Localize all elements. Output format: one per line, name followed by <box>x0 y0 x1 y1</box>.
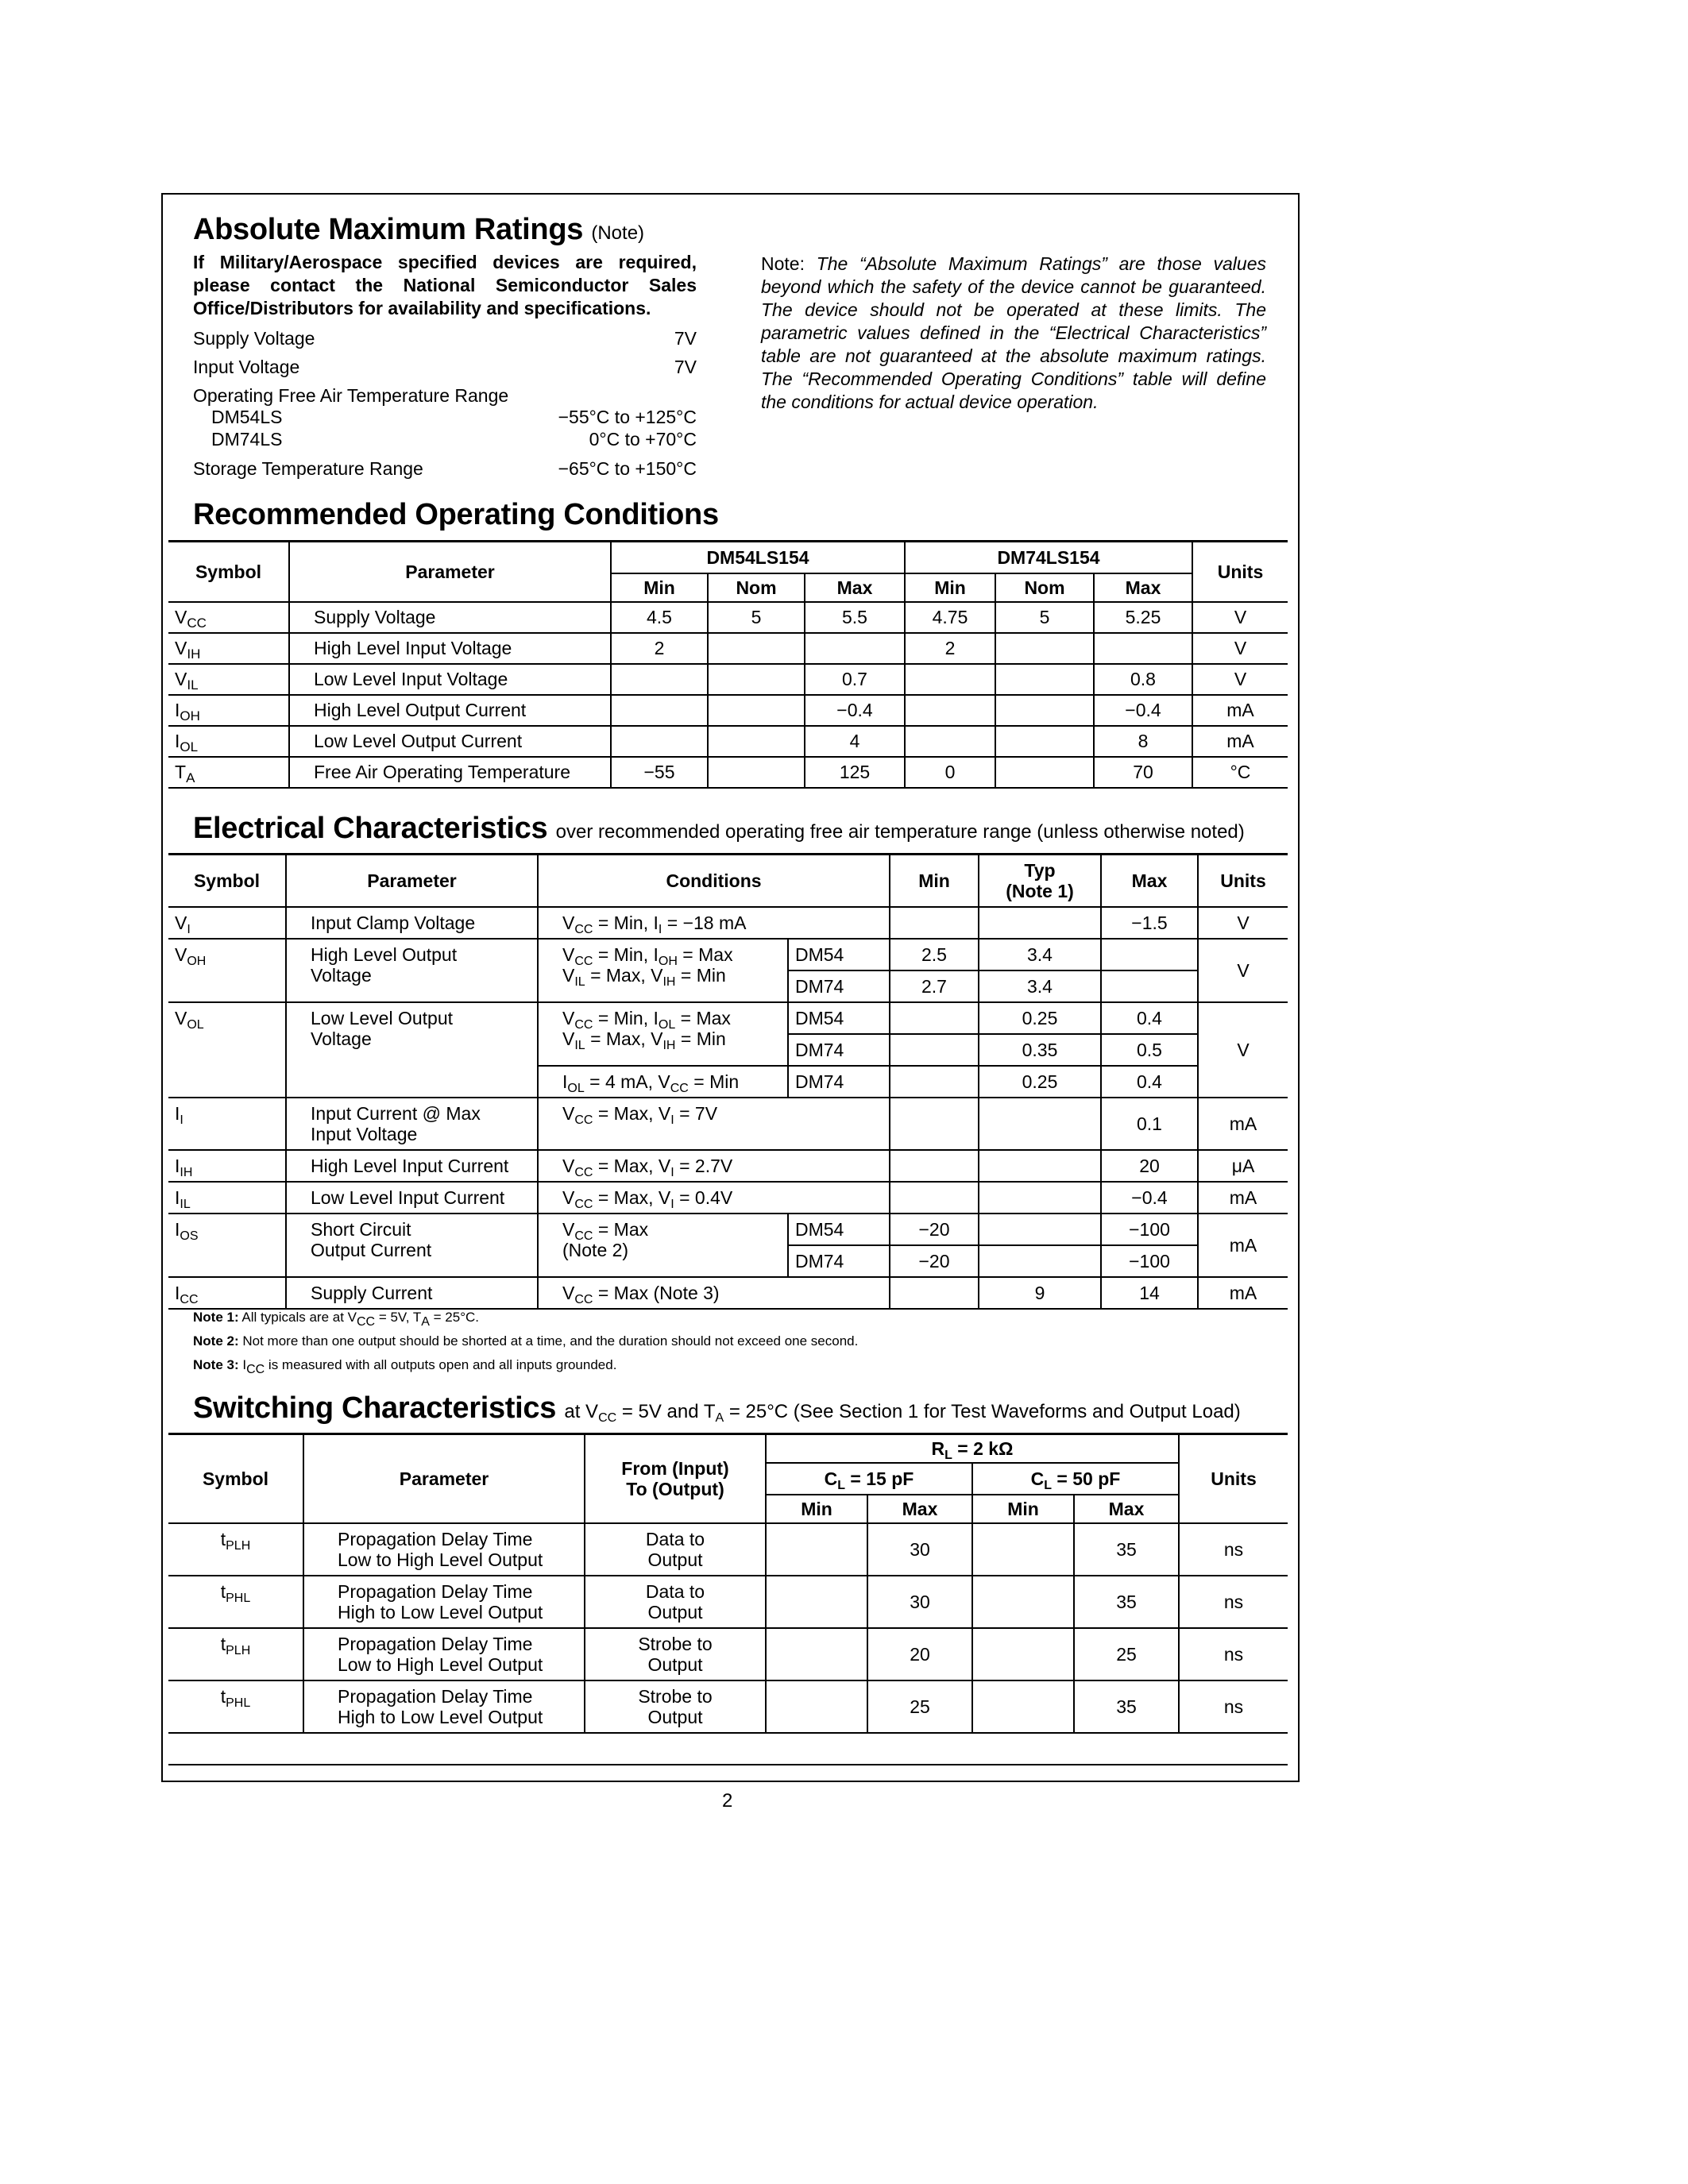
table-row <box>168 939 1288 970</box>
amr-dm74-value: 0°C to +70°C <box>589 429 697 450</box>
ec-min <box>890 1182 979 1214</box>
sc-symbol: $t_{PLH}$ <box>168 1628 303 1680</box>
sc-parameter: Propagation Delay Time Low to High Level Output <box>303 1628 585 1680</box>
sc-header-min: Min <box>972 1495 1074 1523</box>
sc-symbol: $t_{PLH}$ <box>168 1523 303 1576</box>
sc-min <box>766 1576 867 1628</box>
ec-symbol: $I_{IL}$ <box>168 1182 286 1214</box>
roc-header-parameter: Parameter <box>289 542 611 602</box>
sc-min <box>766 1680 867 1733</box>
sc-header-min: Min <box>766 1495 867 1523</box>
ec-typ <box>979 907 1101 939</box>
ec-min <box>890 1034 979 1066</box>
amr-supply-row <box>193 328 697 349</box>
ec-header-typ: Typ (Note 1) <box>979 855 1101 907</box>
sc-units: ns <box>1179 1628 1288 1680</box>
roc-cell <box>708 695 805 726</box>
roc-symbol: $I_{OH}$ <box>168 695 289 726</box>
roc-parameter: High Level Output Current <box>289 695 611 726</box>
sc-spacer <box>766 1733 867 1765</box>
ec-units: mA <box>1198 1277 1288 1309</box>
ec-max: 0.4 <box>1101 1002 1198 1034</box>
page-number: 2 <box>722 1790 733 1812</box>
roc-cell <box>995 695 1094 726</box>
sc-header-cl15: $C_L = 15$ pF <box>766 1463 972 1495</box>
roc-cell: 70 <box>1094 757 1192 788</box>
ec-symbol: $V_{OH}$ <box>168 939 286 1002</box>
roc-units: mA <box>1192 695 1288 726</box>
ec-device: DM74 <box>788 1245 890 1277</box>
roc-header-dm54: DM54LS154 <box>611 542 905 573</box>
amr-storage-label: Storage Temperature Range <box>193 458 423 479</box>
roc-cell <box>708 633 805 664</box>
ec-min <box>890 1002 979 1034</box>
sc-header-symbol: Symbol <box>168 1434 303 1523</box>
sc-header-max: Max <box>867 1495 972 1523</box>
table-row <box>168 907 1288 939</box>
ec-typ: 3.4 <box>979 939 1101 970</box>
sc-min <box>972 1628 1074 1680</box>
ec-conditions: $V_{CC}$ = Max, $V_I = 7V$ <box>538 1098 890 1150</box>
sc-symbol: $t_{PHL}$ <box>168 1680 303 1733</box>
roc-cell: 2 <box>905 633 995 664</box>
roc-cell <box>708 664 805 695</box>
ec-max: 0.5 <box>1101 1034 1198 1066</box>
ec-conditions: $V_{CC}$ = Min, $I_{OL}$ = Max $V_{IL}$ = Max, $V_{IH}$ = Min <box>538 1002 788 1066</box>
roc-cell: 8 <box>1094 726 1192 757</box>
roc-cell: 5 <box>995 602 1094 633</box>
ec-min <box>890 1150 979 1182</box>
ec-conditions: $V_{CC}$ = Min, $I_{OH}$ = Max $V_{IL}$ = Max, $V_{IH}$ = Min <box>538 939 788 1002</box>
amr-dm74-row <box>211 429 697 450</box>
sc-spacer <box>1074 1733 1179 1765</box>
roc-symbol: $V_{CC}$ <box>168 602 289 633</box>
ec-units: mA <box>1198 1214 1288 1277</box>
ec-max: −100 <box>1101 1245 1198 1277</box>
roc-units: V <box>1192 633 1288 664</box>
ec-typ: 0.25 <box>979 1002 1101 1034</box>
sc-from-to: Strobe to Output <box>585 1680 766 1733</box>
sc-units: ns <box>1179 1576 1288 1628</box>
ec-max: −100 <box>1101 1214 1198 1245</box>
table-row <box>168 1628 1288 1680</box>
roc-units: V <box>1192 664 1288 695</box>
sc-min <box>972 1680 1074 1733</box>
roc-cell: 5.25 <box>1094 602 1192 633</box>
roc-cell <box>611 726 708 757</box>
roc-cell <box>995 633 1094 664</box>
ec-parameter: Input Clamp Voltage <box>286 907 538 939</box>
ec-units: V <box>1198 1002 1288 1098</box>
amr-dm54-row <box>211 407 697 428</box>
ec-typ: 9 <box>979 1277 1101 1309</box>
roc-units: V <box>1192 602 1288 633</box>
ec-conditions: $V_{CC}$ = Max, $V_I = 2.7V$ <box>538 1150 890 1182</box>
roc-header-max: Max <box>805 573 905 602</box>
ec-header-symbol: Symbol <box>168 855 286 907</box>
sc-subtitle: at $V_{CC} = 5V$ and $T_A = 25^\circ C$ (See Section 1 for Test Waveforms and Output Load) <box>564 1401 1241 1425</box>
ec-typ: 0.25 <box>979 1066 1101 1098</box>
ec-max: 20 <box>1101 1150 1198 1182</box>
roc-units: °C <box>1192 757 1288 788</box>
sc-spacer <box>303 1733 585 1765</box>
roc-cell: −55 <box>611 757 708 788</box>
amr-supply-label: Supply Voltage <box>193 328 315 349</box>
amr-title: Absolute Maximum Ratings <box>193 213 584 246</box>
amr-storage-row <box>193 458 697 480</box>
ec-conditions: $V_{CC}$ = Max (Note 3) <box>538 1277 890 1309</box>
ec-min <box>890 907 979 939</box>
table-row <box>168 664 1288 695</box>
ec-device: DM54 <box>788 1214 890 1245</box>
ec-parameter: High Level Output Voltage <box>286 939 538 1002</box>
ec-units: V <box>1198 907 1288 939</box>
roc-cell <box>611 695 708 726</box>
roc-cell: 0.7 <box>805 664 905 695</box>
ec-units: mA <box>1198 1098 1288 1150</box>
ec-units: V <box>1198 939 1288 1002</box>
amr-note <box>761 253 1266 414</box>
sc-symbol: $t_{PHL}$ <box>168 1576 303 1628</box>
table-row <box>168 1150 1288 1182</box>
sc-spacer <box>972 1733 1074 1765</box>
roc-cell <box>995 664 1094 695</box>
ec-symbol: $I_{CC}$ <box>168 1277 286 1309</box>
roc-parameter: Free Air Operating Temperature <box>289 757 611 788</box>
amr-heading <box>193 213 644 247</box>
amr-input-value: 7V <box>674 357 697 377</box>
sc-header-rl: $R_L = 2$ kΩ <box>766 1434 1179 1463</box>
sc-header-from-to: From (Input) To (Output) <box>585 1434 766 1523</box>
table-row <box>168 633 1288 664</box>
amr-input-row <box>193 357 697 378</box>
sc-parameter: Propagation Delay Time High to Low Level Output <box>303 1680 585 1733</box>
ec-min: −20 <box>890 1245 979 1277</box>
ec-max: 0.1 <box>1101 1098 1198 1150</box>
ec-conditions: $V_{CC}$ = Min, $I_I = -18$ mA <box>538 907 890 939</box>
sc-header-cl50: $C_L = 50$ pF <box>972 1463 1179 1495</box>
roc-cell: 0.8 <box>1094 664 1192 695</box>
ec-min: 2.5 <box>890 939 979 970</box>
ec-header-max: Max <box>1101 855 1198 907</box>
amr-temp-range-label: Operating Free Air Temperature Range <box>193 385 509 406</box>
table-row <box>168 695 1288 726</box>
amr-input-label: Input Voltage <box>193 357 300 377</box>
roc-parameter: Supply Voltage <box>289 602 611 633</box>
table-row <box>168 1182 1288 1214</box>
sc-from-to: Data to Output <box>585 1523 766 1576</box>
roc-cell <box>805 633 905 664</box>
roc-cell: 0 <box>905 757 995 788</box>
sc-spacer <box>168 1733 303 1765</box>
sc-title: Switching Characteristics <box>193 1391 557 1425</box>
roc-parameter: High Level Input Voltage <box>289 633 611 664</box>
roc-cell: 4 <box>805 726 905 757</box>
roc-header-dm74: DM74LS154 <box>905 542 1192 573</box>
roc-cell <box>611 664 708 695</box>
ec-table <box>168 853 1288 1310</box>
sc-spacer <box>867 1733 972 1765</box>
ec-device: DM74 <box>788 1066 890 1098</box>
roc-header-nom: Nom <box>708 573 805 602</box>
roc-symbol: $V_{IL}$ <box>168 664 289 695</box>
sc-max: 35 <box>1074 1523 1179 1576</box>
ec-max: 0.4 <box>1101 1066 1198 1098</box>
roc-header-units: Units <box>1192 542 1288 602</box>
amr-supply-value: 7V <box>674 328 697 349</box>
table-row <box>168 1214 1288 1245</box>
sc-spacer <box>1179 1733 1288 1765</box>
ec-units: μA <box>1198 1150 1288 1182</box>
sc-units: ns <box>1179 1680 1288 1733</box>
roc-parameter: Low Level Input Voltage <box>289 664 611 695</box>
roc-header-max: Max <box>1094 573 1192 602</box>
table-row <box>168 1680 1288 1733</box>
ec-max <box>1101 939 1198 970</box>
sc-parameter: Propagation Delay Time Low to High Level Output <box>303 1523 585 1576</box>
table-row <box>168 1523 1288 1576</box>
ec-typ <box>979 1245 1101 1277</box>
sc-from-to: Data to Output <box>585 1576 766 1628</box>
table-row <box>168 1002 1288 1034</box>
sc-min <box>972 1523 1074 1576</box>
ec-typ <box>979 1214 1101 1245</box>
ec-symbol: $I_{IH}$ <box>168 1150 286 1182</box>
roc-cell <box>995 757 1094 788</box>
ec-subtitle: over recommended operating free air temperature range (unless otherwise noted) <box>555 821 1245 843</box>
military-notice: If Military/Aerospace specified devices are required, please contact the National Semiconductor Sales Office/Distributors for availability and specifications. <box>193 252 697 318</box>
table-row <box>168 1576 1288 1628</box>
amr-note-text: The “Absolute Maximum Ratings” are those values beyond which the safety of the device cannot be guaranteed. The device should not be operated at these limits. The parametric values defined in the “Electrical Characteristics” table are not guaranteed at the absolute maximum ratings. The “Recommended Operating Conditions” table will define the conditions for actual device operation. <box>761 253 1266 412</box>
sc-min <box>972 1576 1074 1628</box>
ec-typ <box>979 1150 1101 1182</box>
amr-temp-range-row <box>193 385 697 407</box>
sc-header-max: Max <box>1074 1495 1179 1523</box>
roc-table <box>168 540 1288 789</box>
amr-dm54-label: DM54LS <box>211 407 283 427</box>
roc-cell: 4.75 <box>905 602 995 633</box>
note-1: Note 1: All typicals are at $V_{CC} = 5V$, $T_A = 25^\circ C$. <box>193 1310 479 1329</box>
sc-spacer <box>585 1733 766 1765</box>
amr-storage-value: −65°C to +150°C <box>558 458 697 479</box>
ec-parameter: High Level Input Current <box>286 1150 538 1182</box>
sc-max: 30 <box>867 1523 972 1576</box>
ec-typ: 0.35 <box>979 1034 1101 1066</box>
table-row <box>168 726 1288 757</box>
ec-min <box>890 1098 979 1150</box>
ec-conditions: $I_{OL} = 4$ mA, $V_{CC}$ = Min <box>538 1066 788 1098</box>
note-3: Note 3: $I_{CC}$ is measured with all outputs open and all inputs grounded. <box>193 1357 617 1376</box>
roc-cell: −0.4 <box>1094 695 1192 726</box>
roc-parameter: Low Level Output Current <box>289 726 611 757</box>
ec-typ: 3.4 <box>979 970 1101 1002</box>
roc-cell: 5 <box>708 602 805 633</box>
sc-header-units: Units <box>1179 1434 1288 1523</box>
table-row <box>168 1098 1288 1150</box>
roc-cell: 2 <box>611 633 708 664</box>
ec-notes <box>193 1306 858 1377</box>
roc-cell <box>1094 633 1192 664</box>
ec-max <box>1101 970 1198 1002</box>
roc-cell: 4.5 <box>611 602 708 633</box>
sc-max: 35 <box>1074 1680 1179 1733</box>
roc-cell <box>905 695 995 726</box>
roc-cell <box>708 726 805 757</box>
ec-header-conditions: Conditions <box>538 855 890 907</box>
ec-max: −0.4 <box>1101 1182 1198 1214</box>
ec-parameter: Short Circuit Output Current <box>286 1214 538 1277</box>
ec-conditions: $V_{CC}$ = Max, $V_I = 0.4V$ <box>538 1182 890 1214</box>
roc-cell <box>995 726 1094 757</box>
ec-header-min: Min <box>890 855 979 907</box>
roc-header-symbol: Symbol <box>168 542 289 602</box>
roc-symbol: $T_A$ <box>168 757 289 788</box>
sc-min <box>766 1523 867 1576</box>
ec-header-parameter: Parameter <box>286 855 538 907</box>
ec-device: DM74 <box>788 1034 890 1066</box>
sc-max: 25 <box>1074 1628 1179 1680</box>
ec-typ <box>979 1098 1101 1150</box>
table-row <box>168 602 1288 633</box>
roc-cell: −0.4 <box>805 695 905 726</box>
sc-max: 30 <box>867 1576 972 1628</box>
ec-conditions: $V_{CC}$ = Max (Note 2) <box>538 1214 788 1277</box>
roc-header-nom: Nom <box>995 573 1094 602</box>
ec-symbol: $V_{OL}$ <box>168 1002 286 1098</box>
roc-cell: 125 <box>805 757 905 788</box>
sc-max: 35 <box>1074 1576 1179 1628</box>
roc-header-min: Min <box>905 573 995 602</box>
roc-title: Recommended Operating Conditions <box>193 498 719 531</box>
amr-dm54-value: −55°C to +125°C <box>558 407 697 427</box>
sc-units: ns <box>1179 1523 1288 1576</box>
ec-parameter: Input Current @ Max Input Voltage <box>286 1098 538 1150</box>
ec-typ <box>979 1182 1101 1214</box>
table-row <box>168 1277 1288 1309</box>
table-row <box>168 1733 1288 1765</box>
ec-device: DM54 <box>788 1002 890 1034</box>
ec-header-units: Units <box>1198 855 1288 907</box>
ec-min <box>890 1277 979 1309</box>
sc-max: 25 <box>867 1680 972 1733</box>
amr-dm74-label: DM74LS <box>211 429 283 450</box>
ec-heading <box>193 812 1245 846</box>
ec-symbol: $I_{OS}$ <box>168 1214 286 1277</box>
roc-units: mA <box>1192 726 1288 757</box>
note-2: Note 2: Not more than one output should be shorted at a time, and the duration should not exceed one second. <box>193 1333 859 1349</box>
sc-max: 20 <box>867 1628 972 1680</box>
ec-units: mA <box>1198 1182 1288 1214</box>
ec-min: 2.7 <box>890 970 979 1002</box>
ec-parameter: Low Level Input Current <box>286 1182 538 1214</box>
ec-max: 14 <box>1101 1277 1198 1309</box>
ec-max: −1.5 <box>1101 907 1198 939</box>
amr-note-prefix: Note: <box>761 253 805 274</box>
sc-parameter: Propagation Delay Time High to Low Level Output <box>303 1576 585 1628</box>
sc-min <box>766 1628 867 1680</box>
ec-parameter: Supply Current <box>286 1277 538 1309</box>
roc-cell <box>905 664 995 695</box>
roc-header-min: Min <box>611 573 708 602</box>
ec-device: DM54 <box>788 939 890 970</box>
ec-title: Electrical Characteristics <box>193 812 548 845</box>
sc-table <box>168 1433 1288 1765</box>
table-row <box>168 757 1288 788</box>
ec-parameter: Low Level Output Voltage <box>286 1002 538 1098</box>
roc-cell: 5.5 <box>805 602 905 633</box>
sc-from-to: Strobe to Output <box>585 1628 766 1680</box>
sc-heading <box>193 1391 1241 1426</box>
roc-symbol: $V_{IH}$ <box>168 633 289 664</box>
ec-min <box>890 1066 979 1098</box>
ec-min: −20 <box>890 1214 979 1245</box>
ec-symbol: $V_I$ <box>168 907 286 939</box>
roc-cell <box>708 757 805 788</box>
ec-device: DM74 <box>788 970 890 1002</box>
roc-symbol: $I_{OL}$ <box>168 726 289 757</box>
sc-header-parameter: Parameter <box>303 1434 585 1523</box>
ec-symbol: $I_I$ <box>168 1098 286 1150</box>
roc-cell <box>905 726 995 757</box>
amr-title-note: (Note) <box>591 222 645 244</box>
